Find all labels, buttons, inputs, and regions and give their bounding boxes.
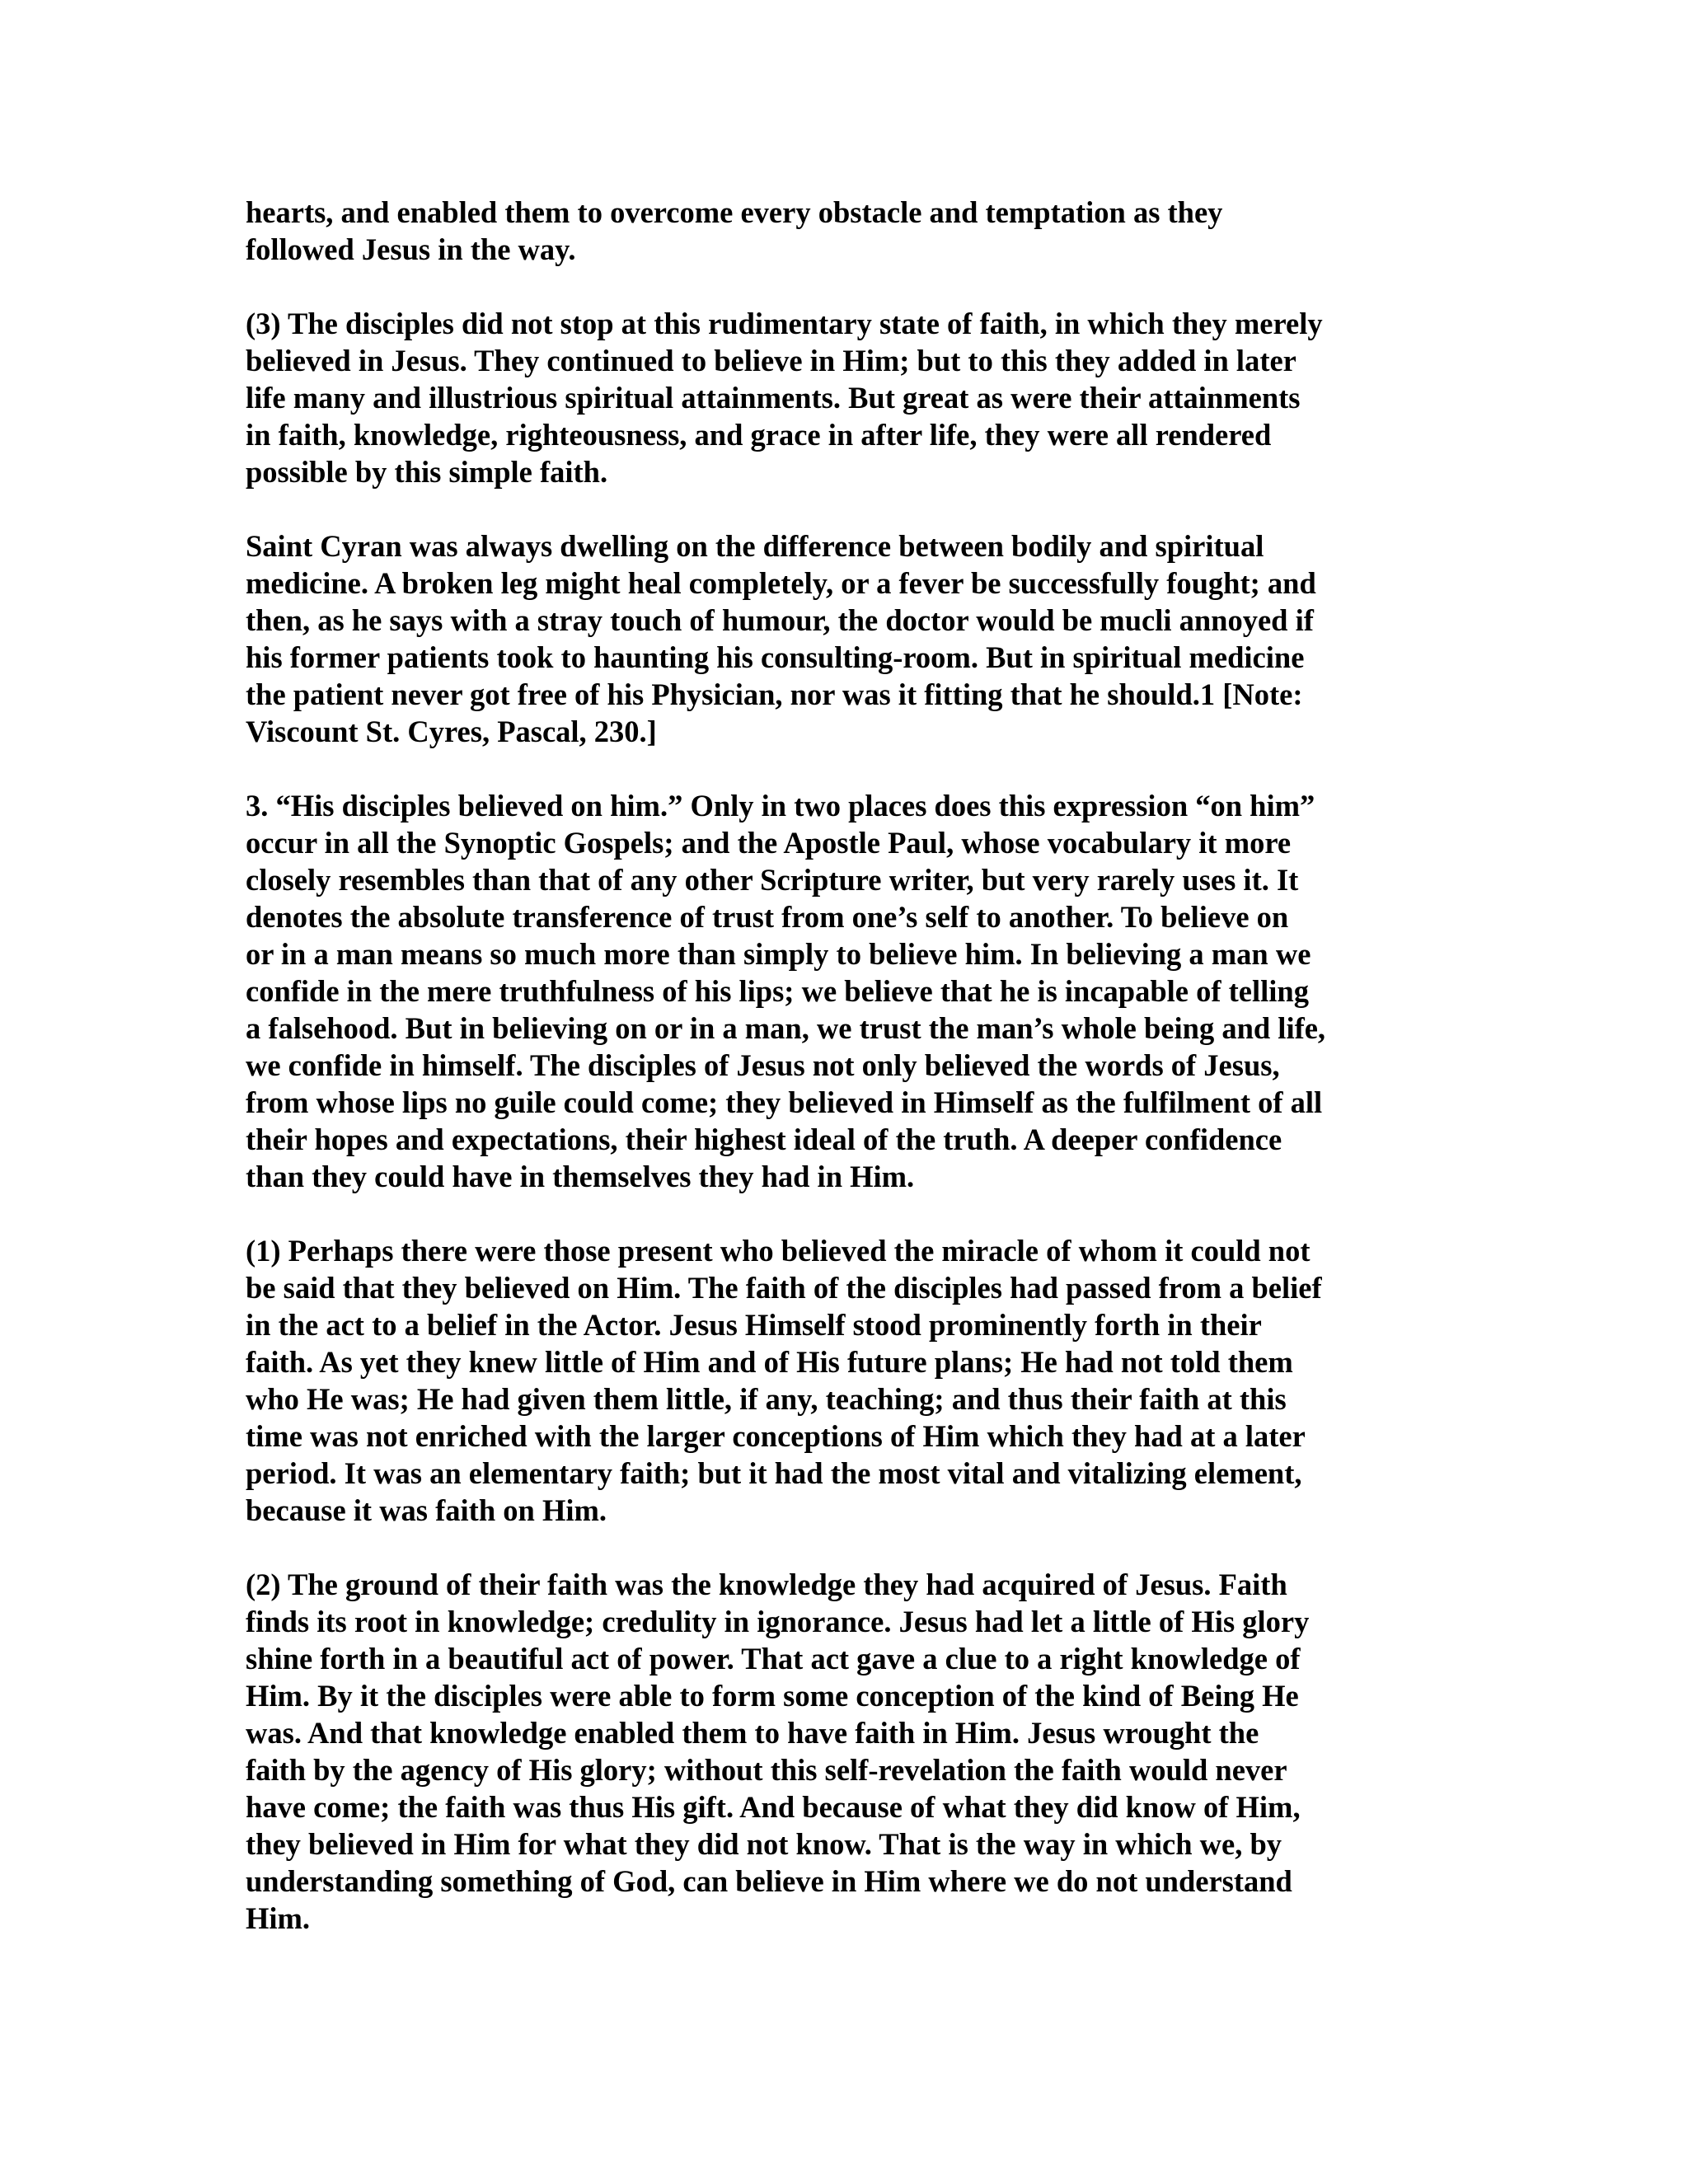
- text-line: who He was; He had given them little, if any, teaching; and thus their faith at this: [246, 1382, 1287, 1416]
- text-line: closely resembles than that of any other Scripture writer, but very rarely uses it. It: [246, 863, 1299, 897]
- text-line: Him.: [246, 1901, 311, 1935]
- text-line: faith. As yet they knew little of Him and of His future plans; He had not told them: [246, 1345, 1293, 1379]
- text-line: (2) The ground of their faith was the knowledge they had acquired of Jesus. Faith: [246, 1568, 1287, 1601]
- text-line: 3. “His disciples believed on him.” Only in two places does this expression “on him”: [246, 789, 1315, 823]
- text-line: Viscount St. Cyres, Pascal, 230.]: [246, 715, 657, 748]
- text-line: believed in Jesus. They continued to believe in Him; but to this they added in later: [246, 344, 1296, 377]
- text-line: followed Jesus in the way.: [246, 232, 576, 266]
- text-line: or in a man means so much more than simply to believe him. In believing a man we: [246, 937, 1311, 971]
- text-line: (3) The disciples did not stop at this rudimentary state of faith, in which they merely: [246, 307, 1323, 340]
- text-line: then, as he says with a stray touch of humour, the doctor would be mucli annoyed if: [246, 603, 1314, 637]
- text-line: was. And that knowledge enabled them to have faith in Him. Jesus wrought the: [246, 1716, 1259, 1750]
- text-line: in the act to a belief in the Actor. Jesus Himself stood prominently forth in their: [246, 1308, 1262, 1342]
- text-line: they believed in Him for what they did not know. That is the way in which we, by: [246, 1827, 1282, 1861]
- text-line: his former patients took to haunting his consulting-room. But in spiritual medicine: [246, 640, 1305, 674]
- text-line: faith by the agency of His glory; without this self-revelation the faith would never: [246, 1753, 1287, 1787]
- text-line: life many and illustrious spiritual attainments. But great as were their attainments: [246, 381, 1301, 415]
- text-line: the patient never got free of his Physician, nor was it fitting that he should.1 [Note:: [246, 677, 1303, 711]
- text-line: because it was faith on Him.: [246, 1493, 607, 1527]
- paragraph-section-3: [246, 787, 1449, 1195]
- text-line: than they could have in themselves they had in Him.: [246, 1160, 915, 1193]
- text-line: finds its root in knowledge; credulity in ignorance. Jesus had let a little of His glory: [246, 1605, 1310, 1638]
- text-line: Saint Cyran was always dwelling on the difference between bodily and spiritual: [246, 529, 1264, 563]
- text-line: understanding something of God, can believe in Him where we do not understand: [246, 1864, 1292, 1898]
- paragraph-point-1: [246, 1232, 1449, 1529]
- document-page: [246, 194, 1449, 1937]
- text-line: possible by this simple faith.: [246, 455, 608, 489]
- text-line: Him. By it the disciples were able to form some conception of the kind of Being He: [246, 1679, 1299, 1713]
- text-line: in faith, knowledge, righteousness, and grace in after life, they were all rendered: [246, 418, 1272, 452]
- text-line: confide in the mere truthfulness of his lips; we believe that he is incapable of telling: [246, 974, 1309, 1008]
- text-line: hearts, and enabled them to overcome every obstacle and temptation as they: [246, 195, 1223, 229]
- text-line: shine forth in a beautiful act of power. That act gave a clue to a right knowledge of: [246, 1642, 1301, 1675]
- paragraph-saint-cyran-quote: [246, 527, 1449, 750]
- text-line: medicine. A broken leg might heal completely, or a fever be successfully fought; and: [246, 566, 1316, 600]
- paragraph-continuation: [246, 194, 1449, 268]
- text-line: have come; the faith was thus His gift. And because of what they did know of Him,: [246, 1790, 1301, 1824]
- paragraph-point-3: [246, 305, 1449, 490]
- paragraph-point-2: [246, 1566, 1449, 1937]
- text-line: a falsehood. But in believing on or in a man, we trust the man’s whole being and life,: [246, 1011, 1326, 1045]
- text-line: period. It was an elementary faith; but it had the most vital and vitalizing element,: [246, 1456, 1302, 1490]
- text-line: we confide in himself. The disciples of Jesus not only believed the words of Jesus,: [246, 1048, 1280, 1082]
- text-line: (1) Perhaps there were those present who believed the miracle of whom it could not: [246, 1234, 1311, 1268]
- text-line: time was not enriched with the larger conceptions of Him which they had at a later: [246, 1419, 1306, 1453]
- text-line: be said that they believed on Him. The faith of the disciples had passed from a belief: [246, 1271, 1322, 1305]
- text-line: occur in all the Synoptic Gospels; and the Apostle Paul, whose vocabulary it more: [246, 826, 1292, 860]
- text-line: denotes the absolute transference of trust from one’s self to another. To believe on: [246, 900, 1289, 934]
- text-line: from whose lips no guile could come; they believed in Himself as the fulfilment of all: [246, 1085, 1323, 1119]
- text-line: their hopes and expectations, their highest ideal of the truth. A deeper confidence: [246, 1122, 1282, 1156]
